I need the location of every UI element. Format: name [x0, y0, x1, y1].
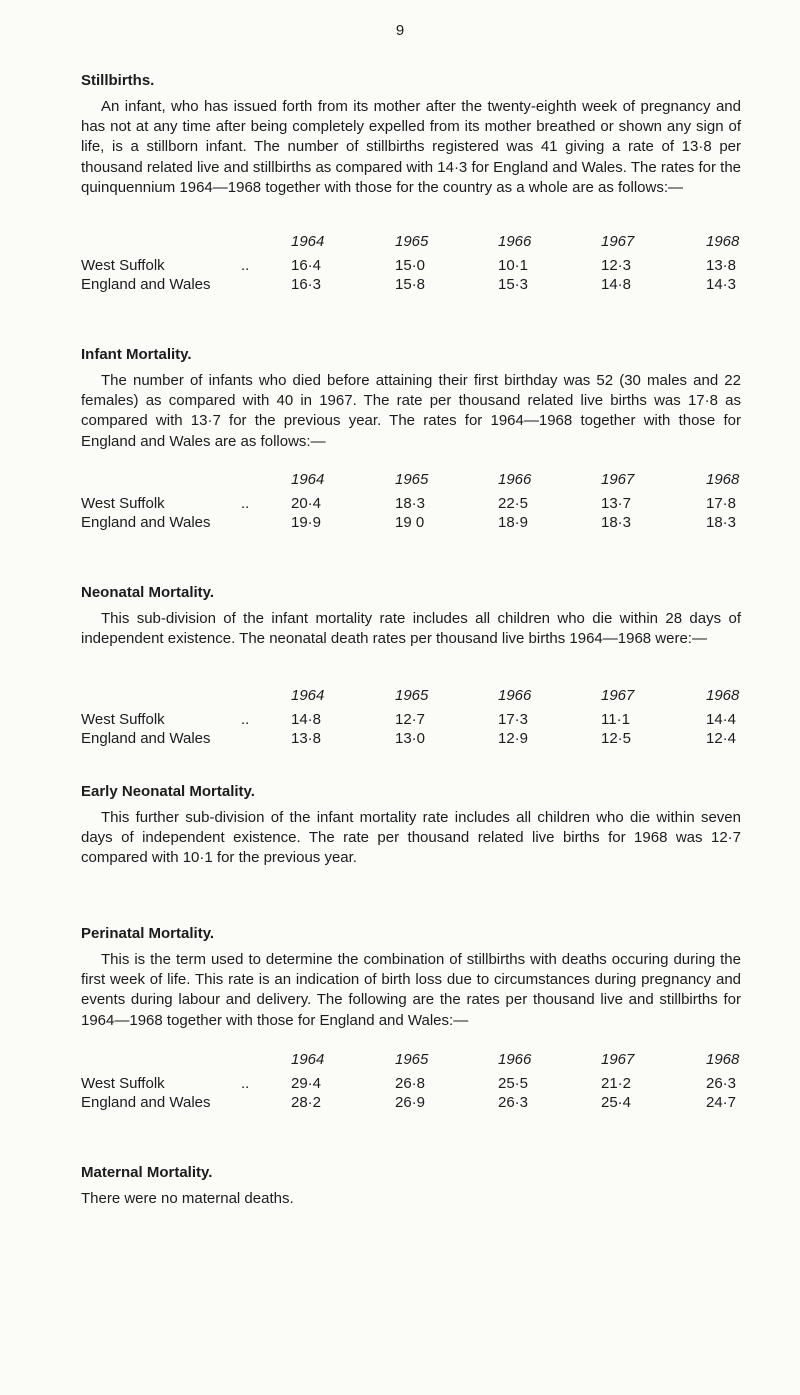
table-cell: 19·9 — [291, 514, 322, 531]
year-header: 1964 — [291, 1051, 325, 1068]
section-early-neonatal-mortality — [81, 783, 741, 869]
row-label: England and Wales — [81, 730, 211, 747]
year-header: 1968 — [706, 687, 740, 704]
table-cell: 10·1 — [498, 257, 529, 274]
leader-dots — [241, 275, 291, 294]
year-header: 1964 — [291, 471, 325, 488]
row-label: West Suffolk — [81, 1075, 165, 1092]
section-paragraph: There were no maternal deaths. — [81, 1190, 294, 1207]
table-cell: 25·4 — [601, 1094, 632, 1111]
section-paragraph: The number of infants who died before attaining their first birthday was 52 (30 males and 22 females) as compared with 40 in 1967. The rate per thousand related live births was 17·8 as compared with 13·7 for the previous year. The rates for 1964—1968 together with those for England and Wales are as follows:— — [81, 372, 741, 450]
table-cell: 14·4 — [706, 711, 737, 728]
row-label: West Suffolk — [81, 711, 165, 728]
year-header: 1967 — [601, 687, 635, 704]
section-title: Neonatal Mortality. — [81, 584, 215, 601]
year-header: 1965 — [395, 687, 429, 704]
table-row — [81, 710, 766, 729]
year-header: 1964 — [291, 233, 325, 250]
year-header: 1964 — [291, 687, 325, 704]
table-row — [81, 494, 766, 513]
section-neonatal-mortality — [81, 584, 741, 649]
table-cell: 19 0 — [395, 514, 425, 531]
year-header: 1966 — [498, 471, 532, 488]
row-label: England and Wales — [81, 1094, 211, 1111]
table-cell: 12·4 — [706, 730, 737, 747]
table-cell: 28·2 — [291, 1094, 322, 1111]
table-cell: 25·5 — [498, 1075, 529, 1092]
leader-dots: .. — [241, 1075, 250, 1092]
leader-dots — [241, 513, 291, 532]
year-header: 1968 — [706, 1051, 740, 1068]
table-cell: 26·9 — [395, 1094, 426, 1111]
section-maternal-mortality — [81, 1164, 741, 1209]
section-infant-mortality — [81, 346, 741, 452]
table-row — [81, 256, 766, 275]
table-row — [81, 729, 766, 748]
section-title: Infant Mortality. — [81, 346, 192, 363]
section-paragraph: This further sub-division of the infant mortality rate includes all children who die within seven days of independent existence. The rate per thousand related live births for 1968 was 12·7 compared with 10·1 for the previous year. — [81, 809, 741, 867]
section-paragraph: This sub-division of the infant mortality rate includes all children who die within 28 days of independent existence. The neonatal death rates per thousand live births 1964—1968 were:— — [81, 610, 741, 648]
table-cell: 12·5 — [601, 730, 632, 747]
year-header: 1968 — [706, 233, 740, 250]
table-cell: 18·3 — [706, 514, 737, 531]
year-header: 1967 — [601, 471, 635, 488]
table-row — [81, 1093, 766, 1112]
table-cell: 26·3 — [498, 1094, 529, 1111]
table-cell: 20·4 — [291, 495, 322, 512]
year-header: 1965 — [395, 233, 429, 250]
section-title: Stillbirths. — [81, 72, 155, 89]
section-title: Perinatal Mortality. — [81, 925, 215, 942]
row-label: England and Wales — [81, 514, 211, 531]
section-title: Maternal Mortality. — [81, 1164, 213, 1181]
leader-dots: .. — [241, 257, 250, 274]
table-cell: 17·3 — [498, 711, 529, 728]
table-row — [81, 513, 766, 532]
year-header: 1967 — [601, 1051, 635, 1068]
table-cell: 24·7 — [706, 1094, 737, 1111]
stillbirths-rates-table — [81, 232, 766, 294]
row-label: West Suffolk — [81, 495, 165, 512]
table-cell: 13·0 — [395, 730, 426, 747]
table-cell: 22·5 — [498, 495, 529, 512]
year-header: 1967 — [601, 233, 635, 250]
table-cell: 14·3 — [706, 276, 737, 293]
table-header-row — [81, 232, 766, 256]
table-cell: 14·8 — [291, 711, 322, 728]
table-cell: 16·3 — [291, 276, 322, 293]
table-cell: 13·8 — [706, 257, 737, 274]
page-number: 9 — [395, 22, 405, 39]
table-cell: 18·9 — [498, 514, 529, 531]
neonatal-mortality-rates-table — [81, 686, 766, 748]
section-title: Early Neonatal Mortality. — [81, 783, 255, 800]
infant-mortality-rates-table — [81, 470, 766, 532]
section-paragraph: An infant, who has issued forth from its mother after the twenty-eighth week of pregnancy and has not at any time after being completely expelled from its mother breathed or shown any sign of life, is a stillborn infant. The number of stillbirths registered was 41 giving a rate of 13·8 per thousand related live and stillbirths as compared with 14·3 for England and Wales. The rates for the quinquennium 1964—1968 together with those for the country as a whole are as follows:— — [81, 98, 741, 196]
table-cell: 15·0 — [395, 257, 426, 274]
table-cell: 26·3 — [706, 1075, 737, 1092]
table-header-row — [81, 686, 766, 710]
table-header-row — [81, 470, 766, 494]
row-label: England and Wales — [81, 276, 211, 293]
table-cell: 29·4 — [291, 1075, 322, 1092]
year-header: 1965 — [395, 1051, 429, 1068]
table-cell: 12·3 — [601, 257, 632, 274]
table-cell: 13·8 — [291, 730, 322, 747]
section-stillbirths — [81, 72, 741, 198]
table-cell: 15·3 — [498, 276, 529, 293]
section-perinatal-mortality — [81, 925, 741, 1031]
table-header-row — [81, 1050, 766, 1074]
table-cell: 18·3 — [395, 495, 426, 512]
table-cell: 26·8 — [395, 1075, 426, 1092]
table-cell: 12·7 — [395, 711, 426, 728]
table-cell: 12·9 — [498, 730, 529, 747]
table-cell: 11·1 — [601, 711, 630, 728]
leader-dots: .. — [241, 711, 250, 728]
year-header: 1968 — [706, 471, 740, 488]
year-header: 1966 — [498, 233, 532, 250]
year-header: 1966 — [498, 687, 532, 704]
leader-dots: .. — [241, 495, 250, 512]
leader-dots — [241, 1093, 291, 1112]
table-row — [81, 275, 766, 294]
table-cell: 16·4 — [291, 257, 322, 274]
table-cell: 15·8 — [395, 276, 426, 293]
leader-dots — [241, 729, 291, 748]
year-header: 1966 — [498, 1051, 532, 1068]
row-label: West Suffolk — [81, 257, 165, 274]
table-cell: 21·2 — [601, 1075, 632, 1092]
table-cell: 14·8 — [601, 276, 632, 293]
section-paragraph: This is the term used to determine the combination of stillbirths with deaths occuring during the first week of life. This rate is an indication of birth loss due to circumstances during pregnancy and events during labour and delivery. The following are the rates per thousand live and stillbirths for 1964—1968 together with those for England and Wales:— — [81, 951, 741, 1029]
table-cell: 18·3 — [601, 514, 632, 531]
table-row — [81, 1074, 766, 1093]
year-header: 1965 — [395, 471, 429, 488]
table-cell: 13·7 — [601, 495, 632, 512]
table-cell: 17·8 — [706, 495, 737, 512]
perinatal-mortality-rates-table — [81, 1050, 766, 1112]
